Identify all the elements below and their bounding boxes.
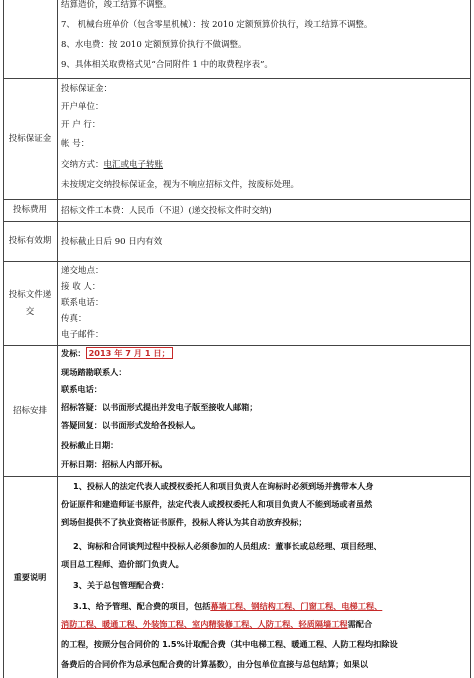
bond-field: 帐 号： xyxy=(61,139,90,149)
bond-method xyxy=(61,158,163,170)
notes-label: 重要说明 xyxy=(13,572,47,582)
pricing-note-line: 9、具体相关取费格式见“合同附件 1 中的取费程序表”。 xyxy=(61,60,273,70)
schedule-label: 招标安排 xyxy=(12,405,47,416)
submission-field: 传真： xyxy=(61,314,87,324)
fee-text: 招标文件工本费：人民币（不退）(递交投标文件时交纳) xyxy=(61,206,272,216)
pricing-note-line: 8、水电费：按 2010 定额预算价执行不做调整。 xyxy=(61,40,247,50)
bond-field: 开户单位： xyxy=(61,102,104,112)
bond-method-label: 交纳方式： xyxy=(61,160,104,170)
note-line: 1、投标人的法定代表人或授权委托人和项目负责人在询标时必须到场并携带本人身 xyxy=(73,481,374,491)
note-31-tail: 需配合 xyxy=(347,619,373,629)
pricing-note-line: 7、 机械台班单价（包含零星机械）：按 2010 定额预算价执行，竣工结算不调整。 xyxy=(61,20,373,30)
schedule-item: 投标截止日期： xyxy=(61,440,119,450)
note-line xyxy=(61,615,372,634)
pricing-note-line: 结算造价，竣工结算不调整。 xyxy=(61,0,172,10)
bond-field: 开 户 行： xyxy=(61,120,101,130)
bid-fee-label: 投标费用 xyxy=(12,205,47,215)
schedule-item: 招标答疑：以书面形式提出并发电子版至接收人邮箱； xyxy=(61,402,258,412)
schedule-row xyxy=(3,346,471,477)
note-line xyxy=(73,597,382,616)
note-line: 到场但提供不了执业资格证书原件，投标人将认为其自动放弃投标； xyxy=(61,517,307,527)
note-line: 项目总工程师、造价部门负责人。 xyxy=(61,559,184,569)
release-line xyxy=(61,348,173,359)
schedule-item: 开标日期：招标人内部开标。 xyxy=(61,459,168,469)
note-line: 2、询标和合同谈判过程中投标人必须参加的人员组成：董事长或总经理、项目经理、 xyxy=(73,541,382,551)
bid-info-table xyxy=(3,0,471,678)
schedule-item: 现场踏勘联系人： xyxy=(61,367,127,377)
schedule-item: 联系电话： xyxy=(61,384,102,394)
note-31-prefix: 3.1、给予管理、配合费的项目，包括 xyxy=(73,601,211,611)
submission-label: 投标文件递交 xyxy=(8,289,52,317)
notes-row xyxy=(3,477,471,678)
submission-field: 电子邮件： xyxy=(61,330,104,340)
note-line: 份证原件和建造师证书原件，法定代表人或授权委托人和项目负责人不能到场或者虽然 xyxy=(61,499,373,509)
validity-text: 投标截止日后 90 日内有效 xyxy=(61,237,163,247)
submission-field: 递交地点： xyxy=(61,266,104,276)
note-31-scope: 消防工程、暖通工程、外装饰工程、室内精装修工程、人防工程、轻质隔墙工程 xyxy=(61,619,348,629)
note-line: 的工程，按照分包合同价的 1.5%计取配合费（其中电梯工程、暖通工程、人防工程均扣除设 xyxy=(61,639,398,649)
release-label: 发标： xyxy=(61,348,86,358)
bid-bond-row xyxy=(3,79,471,200)
submission-field: 接 收 人： xyxy=(61,282,101,292)
note-line: 3、关于总包管理配合费： xyxy=(73,580,169,590)
release-date: 2013 年 7 月 1 日； xyxy=(86,347,173,359)
note-31-scope: 幕墙工程、钢结构工程、门窗工程、电梯工程、 xyxy=(210,601,383,611)
pricing-notes-row xyxy=(3,0,471,79)
submission-field: 联系电话： xyxy=(61,298,104,308)
bond-note: 未按规定交纳投标保证金，视为不响应招标文件，按废标处理。 xyxy=(61,180,300,190)
bond-field: 投标保证金： xyxy=(61,84,113,94)
submission-row xyxy=(3,262,471,346)
schedule-item: 答疑回复：以书面形式发给各投标人。 xyxy=(61,420,201,430)
bid-bond-label: 投标保证金 xyxy=(8,133,52,144)
bid-validity-row xyxy=(3,222,471,262)
bid-fee-row xyxy=(3,200,471,222)
bond-method-value: 电汇或电子转账 xyxy=(103,160,164,170)
note-line: 备费后的合同价作为总承包配合费的计算基数），由分包单位直接与总包结算；如果以 xyxy=(61,659,369,669)
bid-validity-label: 投标有效期 xyxy=(8,236,52,246)
